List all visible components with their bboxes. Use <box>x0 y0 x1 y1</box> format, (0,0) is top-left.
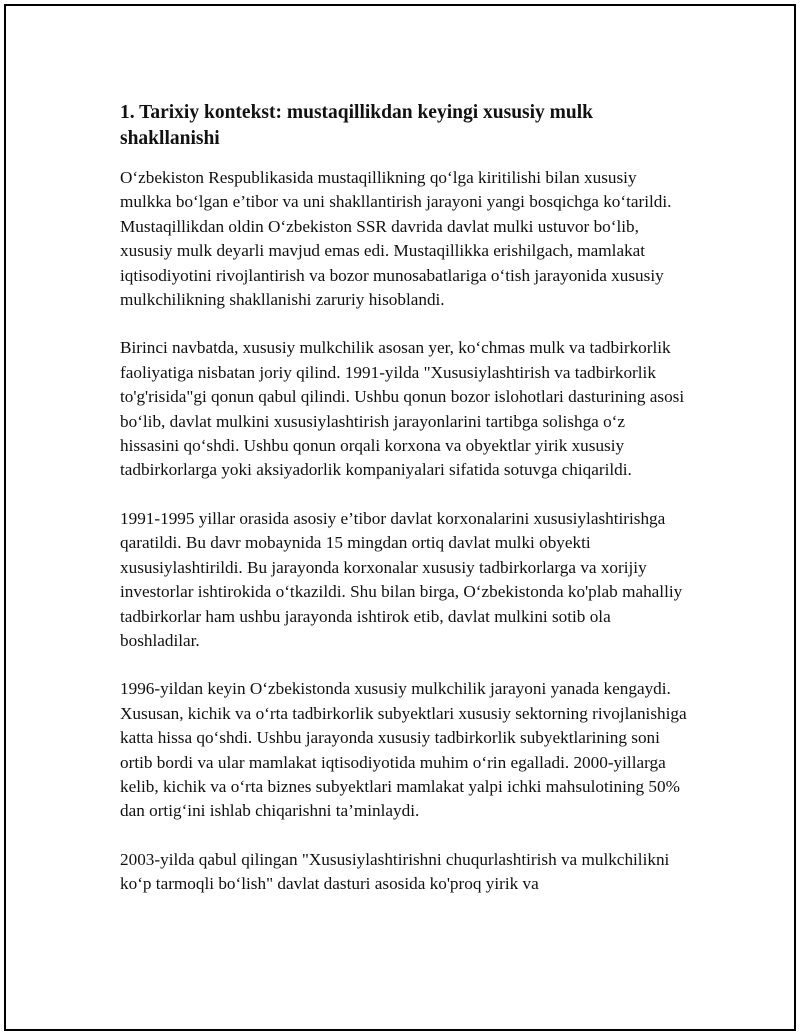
page-frame <box>4 4 796 1031</box>
paragraph-1: O‘zbekiston Respublikasida mustaqillikning qo‘lga kiritilishi bilan xususiy mulkka bo‘lgan e’tibor va uni shakllantirish jarayoni yangi bosqichga ko‘tarildi. Mustaqillikdan oldin O‘zbekiston SSR davrida davlat mulki ustuvor bo‘lib, xususiy mulk deyarli mavjud emas edi. Mustaqillikka erishilgach, mamlakat iqtisodiyotini rivojlantirish va bozor munosabatlariga o‘tish jarayonida xususiy mulkchilikning shakllanishi zaruriy hisoblandi. <box>120 168 672 310</box>
paragraph-4: 1996-yildan keyin O‘zbekistonda xususiy mulkchilik jarayoni yanada kengaydi. Xususan, kichik va o‘rta tadbirkorlik subyektlari xususiy sektorning rivojlanishiga katta hissa qo‘shdi. Ushbu jarayonda xususiy tadbirkorlik subyektlarining soni ortib bordi va ular mamlakat iqtisodiyotida muhim o‘rin egalladi. 2000-yillarga kelib, kichik va o‘rta biznes subyektlari mamlakat yalpi ichki mahsulotining 50% dan ortig‘ini ishlab chiqarishni ta’minlaydi. <box>120 679 687 821</box>
section-heading: 1. Tarixiy kontekst: mustaqillikdan keyingi xususiy mulk shakllanishi <box>120 102 594 149</box>
paragraph-3: 1991-1995 yillar orasida asosiy e’tibor davlat korxonalarini xususiylashtirishga qaratildi. Bu davr mobaynida 15 mingdan ortiq davlat mulki obyekti xususiylashtirildi. Bu jarayonda korxonalar xususiy tadbirkorlarga va xorijiy investorlar ishtirokida o‘tkazildi. Shu bilan birga, O‘zbekistonda ko'plab mahalliy tadbirkorlar ham ushbu jarayonda ishtirok etib, davlat mulkini sotib ola boshladilar. <box>120 508 683 650</box>
paragraph-5: 2003-yilda qabul qilingan "Xususiylashtirishni chuqurlashtirish va mulkchilikni ko‘p tarmoqli bo‘lish" davlat dasturi asosida ko'proq yirik va <box>120 849 670 894</box>
paragraph-2: Birinci navbatda, xususiy mulkchilik asosan yer, ko‘chmas mulk va tadbirkorlik faoliyatiga nisbatan joriy qilind. 1991-yilda "Xususiylashtirish va tadbirkorlik to'g'risida"gi qonun qabul qilindi. Ushbu qonun bozor islohotlari dasturining asosi bo‘lib, davlat mulkini xususiylashtirish jarayonlarini tartibga solishga o‘z hissasini qo‘shdi. Ushbu qonun orqali korxona va obyektlar yirik xususiy tadbirkorlarga yoki aksiyadorlik kompaniyalari sifatida sotuvga chiqarildi. <box>120 338 685 480</box>
document-body <box>120 100 688 921</box>
